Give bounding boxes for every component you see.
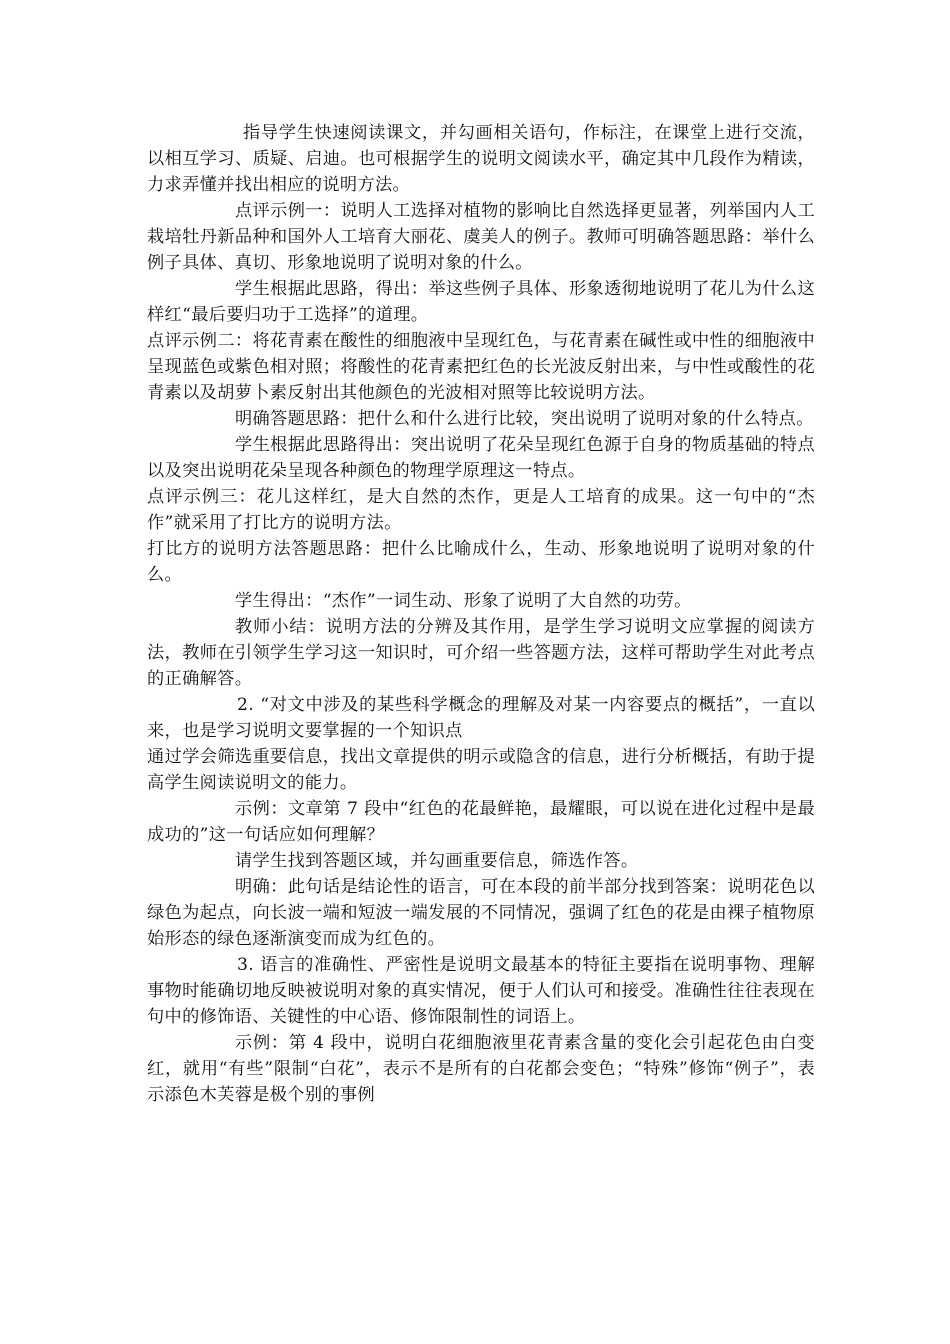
paragraph-student-answer-three: 学生得出：“杰作”一词生动、形象了说明了大自然的功劳。 [235, 591, 692, 611]
paragraph-info-screening: 通过学会筛选重要信息，找出文章提供的明示或隐含的信息，进行分析概括，有助于提高学生阅读说明文的能力。 [147, 747, 815, 793]
paragraph-example-paragraph-4: 示例：第 4 段中，说明白花细胞液里花青素含量的变化会引起花色由白变红，就用“有些”限制“白花”，表示不是所有的白花都会变色；“特殊”修饰“例子”，表示添色木芙蓉是极个别的事例 [147, 1033, 815, 1105]
paragraph-guidance: 指导学生快速阅读课文，并勾画相关语句，作标注，在课堂上进行交流，以相互学习、质疑、启迪。也可根据学生的说明文阅读水平，确定其中几段作为精读，力求弄懂并找出相应的说明方法。 [147, 123, 815, 195]
paragraph-teacher-summary: 教师小结：说明方法的分辨及其作用，是学生学习说明文应掌握的阅读方法，教师在引领学生学习这一知识时，可介绍一些答题方法，这样可帮助学生对此考点的正确解答。 [147, 617, 815, 689]
paragraph-instruction: 请学生找到答题区域，并勾画重要信息，筛选作答。 [235, 851, 639, 871]
paragraph-section-2: 2. “对文中涉及的某些科学概念的理解及对某一内容要点的概括”，一直以来，也是学习说明文要掌握的一个知识点 [147, 695, 815, 741]
paragraph-example-one: 点评示例一：说明人工选择对植物的影响比自然选择更显著，列举国内人工栽培牡丹新品种和国外人工培育大丽花、虞美人的例子。教师可明确答题思路：举什么例子具体、真切、形象地说明了说明对象的什么。 [147, 201, 815, 273]
paragraph-student-answer-two: 学生根据此思路得出：突出说明了花朵呈现红色源于自身的物质基础的特点以及突出说明花朵呈现各种颜色的物理学原理这一特点。 [147, 435, 815, 481]
paragraph-example-paragraph-7: 示例：文章第 7 段中“红色的花最鲜艳，最耀眼，可以说在进化过程中是最成功的”这一句话应如何理解？ [147, 799, 815, 845]
document-body [147, 120, 815, 1108]
paragraph-answer-approach-two: 明确答题思路：把什么和什么进行比较，突出说明了说明对象的什么特点。 [235, 409, 814, 429]
paragraph-section-3: 3. 语言的准确性、严密性是说明文最基本的特征主要指在说明事物、理解事物时能确切地反映被说明对象的真实情况，便于人们认可和接受。准确性往往表现在句中的修饰语、关键性的中心语、修饰限制性的词语上。 [147, 955, 815, 1027]
paragraph-student-answer-one: 学生根据此思路，得出：举这些例子具体、形象透彻地说明了花儿为什么这样红“最后要归功于工选择”的道理。 [147, 279, 815, 325]
paragraph-example-two: 点评示例二：将花青素在酸性的细胞液中呈现红色，与花青素在碱性或中性的细胞液中呈现蓝色或紫色相对照；将酸性的花青素把红色的长光波反射出来，与中性或酸性的花青素以及胡萝卜素反射出其他颜色的光波相对照等比较说明方法。 [147, 331, 815, 403]
paragraph-metaphor-approach: 打比方的说明方法答题思路：把什么比喻成什么，生动、形象地说明了说明对象的什么。 [147, 539, 815, 585]
paragraph-clarification: 明确：此句话是结论性的语言，可在本段的前半部分找到答案：说明花色以绿色为起点，向长波一端和短波一端发展的不同情况，强调了红色的花是由裸子植物原始形态的绿色逐渐演变而成为红色的。 [147, 877, 815, 949]
paragraph-example-three: 点评示例三：花儿这样红，是大自然的杰作，更是人工培育的成果。这一句中的“杰作”就采用了打比方的说明方法。 [147, 487, 815, 533]
